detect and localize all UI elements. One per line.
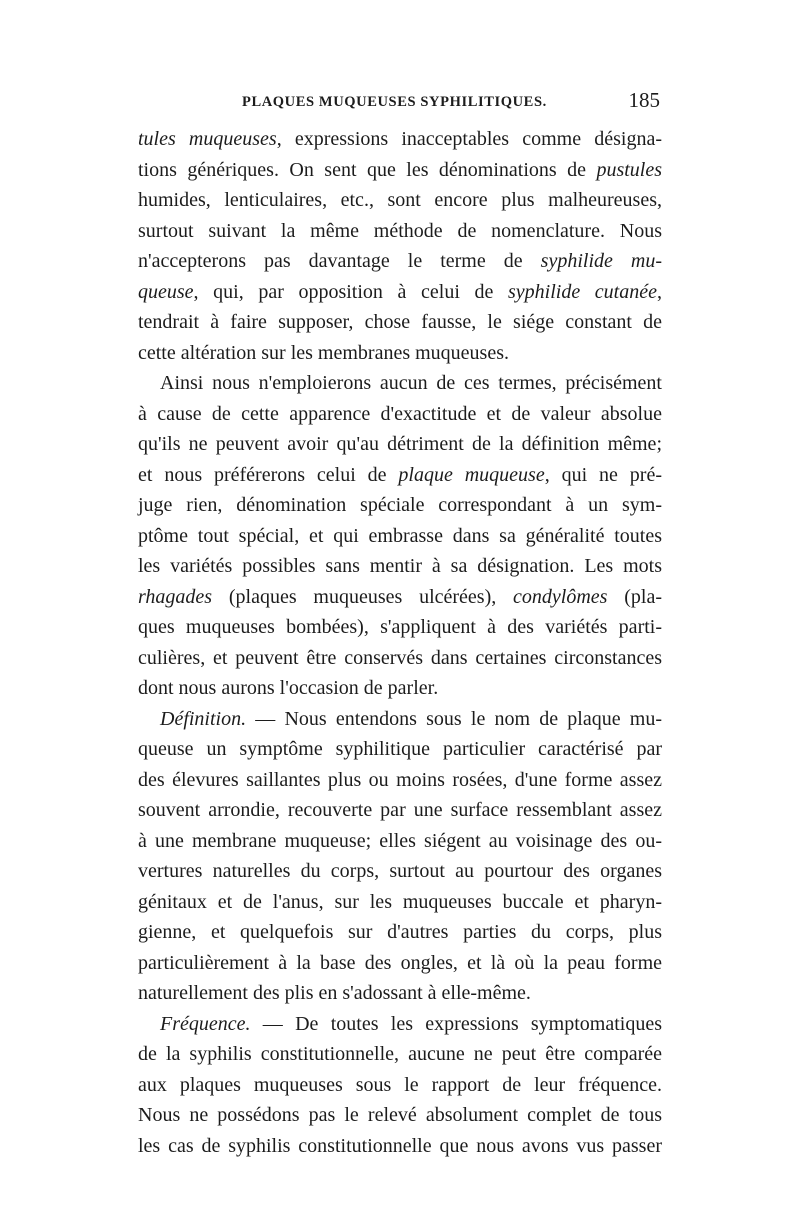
text-segment: , bbox=[657, 280, 662, 303]
text-segment: Ainsi nous n'emploierons aucun de ces termes, précisément bbox=[160, 372, 662, 394]
text-segment: particulièrement à la base des ongles, et là où la peau forme bbox=[138, 951, 662, 974]
text-line bbox=[138, 765, 662, 796]
page-number: 185 bbox=[628, 88, 660, 112]
text-segment: culières, et peuvent être conservés dans certaines circonstances bbox=[138, 646, 662, 669]
italic-term: syphilide mu- bbox=[540, 250, 663, 272]
text-line bbox=[138, 978, 662, 1009]
text-segment: (pla- bbox=[607, 585, 662, 608]
italic-term: tules muqueuses bbox=[138, 128, 277, 150]
text-segment: les variétés possibles sans mentir à sa désignation. Les mots bbox=[138, 555, 662, 577]
text-line bbox=[138, 368, 662, 399]
text-line bbox=[138, 246, 662, 277]
text-segment: , qui, par opposition à celui de bbox=[193, 280, 508, 303]
text-segment: , qui ne pré- bbox=[544, 463, 662, 486]
text-segment: juge rien, dénomination spéciale correspondant à un sym- bbox=[138, 494, 662, 516]
text-segment: qu'ils ne peuvent avoir qu'au détriment de la définition même; bbox=[138, 433, 662, 455]
text-line bbox=[138, 155, 662, 186]
text-segment: tendrait à faire supposer, chose fausse, le siége constant de bbox=[138, 311, 662, 333]
text-line bbox=[138, 521, 662, 552]
text-segment: dont nous aurons l'occasion de parler. bbox=[138, 677, 439, 699]
text-line bbox=[138, 1039, 662, 1070]
text-line bbox=[138, 1009, 662, 1040]
text-segment: génitaux et de l'anus, sur les muqueuses buccale et pharyn- bbox=[138, 890, 662, 913]
text-line bbox=[138, 734, 662, 765]
text-line bbox=[138, 307, 662, 338]
text-line bbox=[138, 582, 662, 613]
text-segment: aux plaques muqueuses sous le rapport de leur fréquence. bbox=[138, 1073, 662, 1096]
text-segment: (plaques muqueuses ulcérées), bbox=[212, 585, 514, 608]
text-segment: n'accepterons pas davantage le terme de bbox=[138, 250, 541, 272]
text-line bbox=[138, 856, 662, 887]
text-segment: — Nous entendons sous le nom de plaque mu- bbox=[246, 707, 662, 730]
text-line bbox=[138, 826, 662, 857]
text-line bbox=[138, 124, 662, 155]
text-line bbox=[138, 917, 662, 948]
text-segment: ques muqueuses bombées), s'appliquent à des variétés parti- bbox=[138, 616, 662, 638]
text-line bbox=[138, 673, 662, 704]
text-segment: vertures naturelles du corps, surtout au pourtour des organes bbox=[138, 860, 662, 882]
text-segment: surtout suivant la même méthode de nomenclature. Nous bbox=[138, 219, 662, 242]
text-segment: , expressions inacceptables comme désigna- bbox=[276, 128, 662, 150]
text-segment: tions génériques. On sent que les dénominations de bbox=[138, 158, 597, 181]
text-line bbox=[138, 1131, 662, 1162]
text-segment: des élevures saillantes plus ou moins rosées, d'une forme assez bbox=[138, 768, 662, 791]
text-line bbox=[138, 1100, 662, 1131]
running-title: PLAQUES MUQUEUSES SYPHILITIQUES. bbox=[242, 94, 547, 110]
text-line bbox=[138, 399, 662, 430]
text-segment: de la syphilis constitutionnelle, aucune ne peut être comparée bbox=[138, 1043, 662, 1065]
italic-term: syphilide cutanée bbox=[507, 280, 657, 303]
text-line bbox=[138, 1070, 662, 1101]
text-segment: cette altération sur les membranes muqueuses. bbox=[138, 341, 509, 364]
text-line bbox=[138, 216, 662, 247]
text-segment: — De toutes les expressions symptomatiques bbox=[250, 1012, 662, 1035]
text-line bbox=[138, 338, 662, 369]
italic-term: Fréquence. bbox=[160, 1012, 251, 1035]
text-segment: ptôme tout spécial, et qui embrasse dans sa généralité toutes bbox=[138, 524, 662, 547]
text-segment: Nous ne possédons pas le relevé absolument complet de tous bbox=[138, 1104, 662, 1126]
italic-term: plaque muqueuse bbox=[398, 463, 545, 486]
text-line bbox=[138, 429, 662, 460]
text-segment: les cas de syphilis constitutionnelle que nous avons vus passer bbox=[138, 1134, 662, 1157]
text-line bbox=[138, 490, 662, 521]
text-line bbox=[138, 704, 662, 735]
text-line bbox=[138, 612, 662, 643]
italic-term: Définition. bbox=[160, 707, 247, 730]
text-line bbox=[138, 887, 662, 918]
text-segment: humides, lenticulaires, etc., sont encore plus malheureuses, bbox=[138, 189, 662, 211]
text-line bbox=[138, 277, 662, 308]
italic-term: rhagades bbox=[138, 585, 213, 608]
text-segment: souvent arrondie, recouverte par une surface ressemblant assez bbox=[138, 799, 662, 821]
text-line bbox=[138, 643, 662, 674]
text-segment: gienne, et quelquefois sur d'autres parties du corps, plus bbox=[138, 921, 662, 943]
text-line bbox=[138, 185, 662, 216]
italic-term: pustules bbox=[596, 158, 662, 181]
text-line bbox=[138, 948, 662, 979]
text-segment: à une membrane muqueuse; elles siégent au voisinage des ou- bbox=[138, 829, 662, 852]
running-head bbox=[140, 88, 660, 118]
text-line bbox=[138, 460, 662, 491]
body-text bbox=[138, 124, 662, 1161]
text-segment: et nous préférerons celui de bbox=[138, 463, 399, 486]
text-segment: naturellement des plis en s'adossant à elle-même. bbox=[138, 982, 531, 1004]
italic-term: queuse bbox=[138, 280, 194, 303]
text-segment: à cause de cette apparence d'exactitude et de valeur absolue bbox=[138, 402, 662, 425]
text-line bbox=[138, 551, 662, 582]
italic-term: condylômes bbox=[513, 585, 608, 608]
text-segment: queuse un symptôme syphilitique particulier caractérisé par bbox=[138, 738, 662, 760]
text-line bbox=[138, 795, 662, 826]
